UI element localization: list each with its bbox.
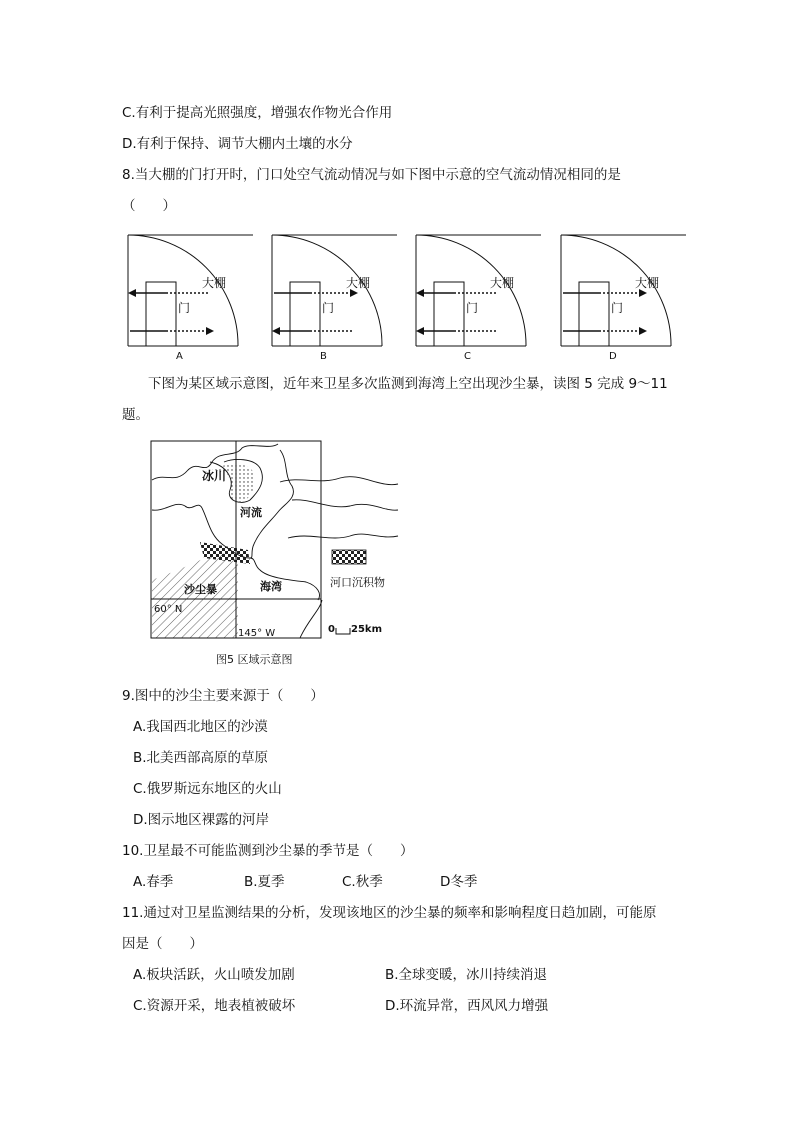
- diagram-c-bottom-arrow: [416, 327, 498, 335]
- q9-option-b: B.北美西部高原的草原: [133, 750, 269, 766]
- q10-option-a: A.春季: [133, 874, 174, 890]
- map-caption: 图5 区域示意图: [216, 653, 293, 666]
- map-river-label: 河流: [240, 506, 262, 519]
- diagram-d-bottom-arrow: [563, 327, 647, 335]
- diagram-a-bottom-arrow: [130, 327, 214, 335]
- diagram-b-shed-label: 大棚: [346, 276, 371, 290]
- diagram-c-top-arrow: [416, 289, 498, 297]
- region-map: [150, 440, 400, 645]
- q10-option-d: D冬季: [440, 874, 478, 890]
- q10-stem: 10.卫星最不可能监测到沙尘暴的季节是（ ）: [122, 843, 414, 859]
- q11-option-d: D.环流异常，西风风力增强: [385, 998, 549, 1014]
- intro-line-2: 题。: [122, 407, 149, 423]
- diagram-c-svg: [416, 228, 541, 363]
- q10-option-c: C.秋季: [342, 874, 383, 890]
- diagram-a: [128, 228, 253, 367]
- diagram-c: [416, 228, 541, 367]
- diagram-a-shed-label: 大棚: [202, 276, 227, 290]
- scale-zero: 0: [328, 624, 335, 635]
- diagram-c-shed-label: 大棚: [490, 276, 515, 290]
- map-sandstorm-label: 沙尘暴: [184, 583, 217, 596]
- q9-option-c: C.俄罗斯远东地区的火山: [133, 781, 282, 797]
- scale-km: 25km: [351, 624, 382, 635]
- map-lat-label: 60° N: [154, 604, 183, 615]
- q9-stem: 9.图中的沙尘主要来源于（ ）: [122, 688, 324, 704]
- region-map-svg: [150, 440, 400, 645]
- diagram-b-bottom-arrow: [272, 327, 354, 335]
- diagram-b-svg: [272, 228, 397, 363]
- q9-option-a: A.我国西北地区的沙漠: [133, 719, 268, 735]
- diagram-d-top-arrow: [563, 289, 647, 297]
- q9-option-d: D.图示地区裸露的河岸: [133, 812, 270, 828]
- q8-stem-bracket: （ ）: [122, 198, 176, 214]
- intro-line-1: 下图为某区域示意图，近年来卫星多次监测到海湾上空出现沙尘暴，读图 5 完成 9～11: [148, 376, 668, 392]
- map-bay-label: 海湾: [260, 580, 282, 593]
- diagram-b: [272, 228, 397, 367]
- map-lon-label: 145° W: [238, 628, 276, 639]
- diagram-a-door-label: 门: [178, 301, 191, 315]
- q11-stem-line-1: 11.通过对卫星监测结果的分析，发现该地区的沙尘暴的频率和影响程度日趋加剧，可能原: [122, 905, 657, 921]
- diagram-b-door-label: 门: [322, 301, 335, 315]
- diagram-c-door-label: 门: [466, 301, 479, 315]
- diagram-d-svg: [561, 228, 686, 363]
- diagram-c-letter: C: [464, 351, 471, 362]
- q11-stem-line-2: 因是（ ）: [122, 936, 203, 952]
- diagram-b-top-arrow: [274, 289, 358, 297]
- diagram-d-door-label: 门: [611, 301, 624, 315]
- diagram-d: [561, 228, 686, 367]
- diagram-d-letter: D: [609, 351, 617, 362]
- q11-option-c: C.资源开采，地表植被破坏: [133, 998, 296, 1014]
- diagram-d-shed-label: 大棚: [635, 276, 660, 290]
- diagram-a-svg: [128, 228, 253, 363]
- q8-stem: 8.当大棚的门打开时，门口处空气流动情况与如下图中示意的空气流动情况相同的是: [122, 167, 621, 183]
- q11-option-b: B.全球变暖，冰川持续消退: [385, 967, 548, 983]
- q11-option-a: A.板块活跃，火山喷发加剧: [133, 967, 295, 983]
- diagram-b-letter: B: [320, 351, 327, 362]
- scale-bar: [336, 628, 350, 634]
- legend-label: 河口沉积物: [330, 576, 385, 589]
- map-glacier-label: 冰川: [202, 469, 227, 483]
- legend-swatch: [332, 550, 366, 564]
- diagram-a-letter: A: [176, 351, 183, 362]
- diagram-a-top-arrow: [128, 289, 210, 297]
- q7-option-d: D.有利于保持、调节大棚内土壤的水分: [122, 136, 353, 152]
- q7-option-c: C.有利于提高光照强度，增强农作物光合作用: [122, 105, 393, 121]
- q10-option-b: B.夏季: [244, 874, 285, 890]
